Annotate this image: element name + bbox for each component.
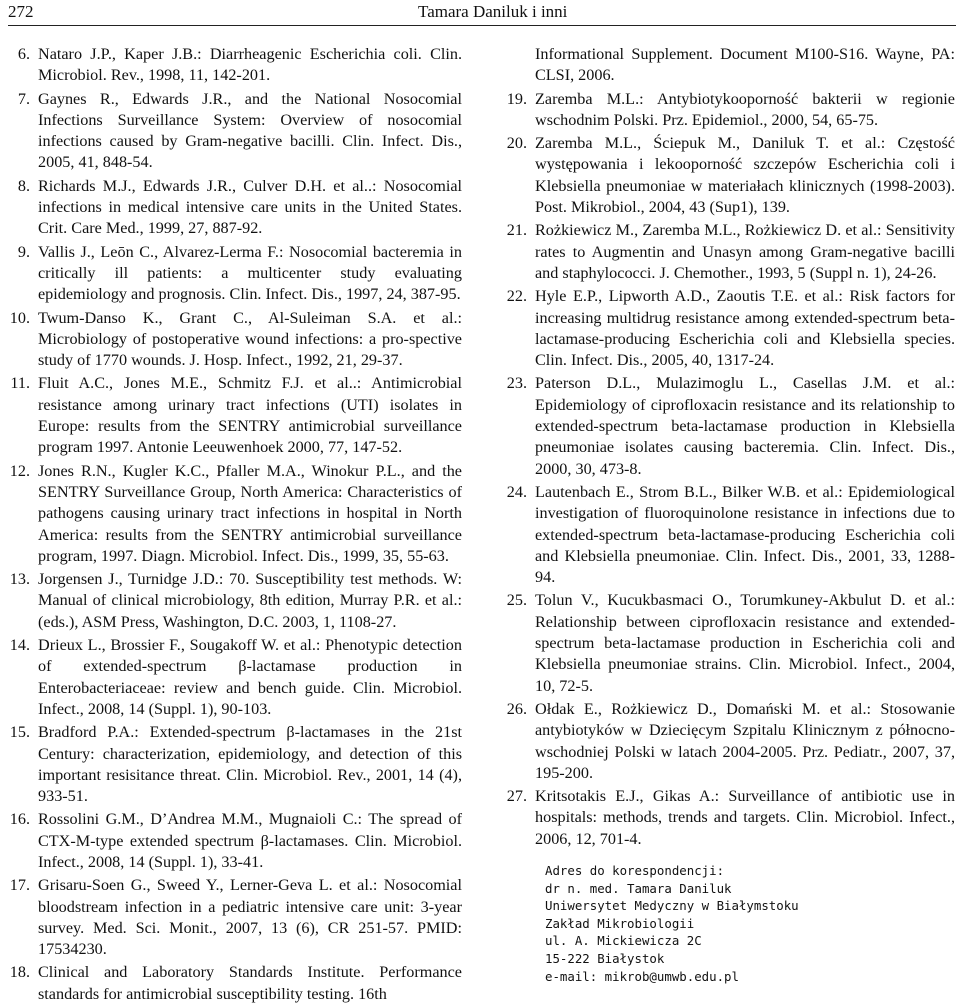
reference-text: Ołdak E., Rożkiewicz D., Domański M. et al.: Stosowanie antybiotyków w Dziecięcym Szpitalu Klinicznym z północno-wschodniej Polski w latach 2004-2005. Prz. Pediatr., 2007, 37, 195-200. — [535, 699, 955, 782]
reference-item — [505, 133, 955, 218]
reference-text: Richards M.J., Edwards J.R., Culver D.H. et al..: Nosocomial infections in medical intensive care units in the United States. Crit. Care Med., 1999, 27, 887-92. — [38, 176, 462, 238]
correspondence-line: Uniwersytet Medyczny w Białymstoku — [545, 898, 799, 914]
reference-item — [8, 962, 462, 1005]
reference-text: Hyle E.P., Lipworth A.D., Zaoutis T.E. et al.: Risk factors for increasing multidrug resistance among extended-spectrum beta-lactamase-producing Escherichia coli and Klebsiella species. Clin. Infect. Dis., 2005, 40, 1317-24. — [535, 287, 955, 370]
reference-number: 17. — [9, 876, 30, 895]
reference-text: Rożkiewicz M., Zaremba M.L., Rożkiewicz D. et al.: Sensitivity rates to Augmentin and Unasyn among Gram-negative bacilli and staphylococci. J. Chemother., 1993, 5 (Suppl n. 1), 24-26. — [535, 221, 955, 282]
reference-text: Rossolini G.M., D’Andrea M.M., Mugnaioli C.: The spread of CTX-M-type extended spectrum β-lactamases. Clin. Microbiol. Infect., 2008, 14 (Suppl. 1), 33-41. — [38, 810, 462, 871]
reference-number: 15. — [9, 723, 30, 742]
reference-number: 27. — [506, 787, 527, 806]
reference-item — [8, 308, 462, 372]
reference-item — [505, 482, 955, 588]
reference-number: 25. — [506, 591, 527, 610]
reference-number: 22. — [506, 287, 527, 306]
reference-text: Grisaru-Soen G., Sweed Y., Lerner-Geva L. et al.: Nosocomial bloodstream infection in a pediatric intensive care unit: 3-year survey. Med. Sci. Monit., 2007, 13 (6), CR 251-57. PMID: 17534230. — [38, 876, 462, 959]
reference-number: 21. — [506, 221, 527, 240]
reference-number: 7. — [17, 89, 30, 108]
correspondence-email: e-mail: mikrob@umwb.edu.pl — [545, 968, 739, 984]
correspondence-address — [545, 862, 845, 985]
reference-item — [505, 699, 955, 784]
reference-number: 11. — [10, 374, 30, 393]
reference-item — [505, 590, 955, 696]
reference-number: 13. — [9, 570, 30, 589]
reference-item — [8, 176, 462, 240]
page-header — [8, 0, 960, 26]
reference-item — [8, 569, 462, 633]
reference-text: Zaremba M.L., Ściepuk M., Daniluk T. et al.: Częstość występowania i lekooporność szczepów Escherichia coli i Klebsiella pneumoniae w materiałach klinicznych (1998-2003). Post. Mikrobiol., 2004, 43 (Sup1), 139. — [535, 134, 955, 217]
reference-number: 12. — [9, 461, 30, 480]
correspondence-line: dr n. med. Tamara Daniluk — [545, 880, 732, 896]
reference-item — [8, 461, 462, 567]
reference-text: Jones R.N., Kugler K.C., Pfaller M.A., Winokur P.L., and the SENTRY Surveillance Group, North America: Characteristics of pathogens causing urinary tract infections in hospital in North America: results from the SENTRY antimicrobial surveillance program, 1997. Diagn. Microbiol. Infect. Dis., 1999, 35, 55-63. — [38, 461, 462, 565]
reference-item — [8, 809, 462, 873]
correspondence-line: Zakład Mikrobiologii — [545, 915, 695, 931]
reference-number: 26. — [506, 699, 527, 718]
reference-item — [8, 722, 462, 807]
reference-number: 19. — [506, 89, 527, 108]
reference-text: Lautenbach E., Strom B.L., Bilker W.B. et al.: Epidemiological investigation of fluoroquinolone resistance in infections due to extended-spectrum beta-lactamase-producing Escherichia coli and Klebsiella pneumoniae. Clin. Infect. Dis., 2001, 33, 1288-94. — [535, 482, 955, 587]
reference-item — [8, 875, 462, 960]
reference-number: 24. — [506, 482, 527, 501]
correspondence-heading: Adres do korespondencji: — [545, 863, 725, 878]
correspondence-line: 15-222 Białystok — [545, 950, 665, 966]
correspondence-line: ul. A. Mickiewicza 2C — [545, 933, 702, 949]
reference-number: 16. — [9, 810, 30, 829]
reference-text: Zaremba M.L.: Antybiotykooporność bakterii w regionie wschodnim Polski. Prz. Epidemiol., 2000, 54, 65-75. — [535, 89, 955, 129]
reference-text: Nataro J.P., Kaper J.B.: Diarrheagenic Escherichia coli. Clin. Microbiol. Rev., 1998, 11, 142-201. — [38, 45, 462, 85]
reference-text: Paterson D.L., Mulazimoglu L., Casellas J.M. et al.: Epidemiology of ciprofloxacin resistance and its relationship to extended-spectrum beta-lactamase production in Klebsiella pneumoniae isolates causing bacteremia. Clin. Infect. Dis., 2000, 30, 473-8. — [535, 374, 955, 478]
reference-number: 8. — [17, 176, 30, 195]
reference-text: Informational Supplement. Document M100-S16. Wayne, PA: CLSI, 2006. — [535, 45, 955, 85]
reference-number: 23. — [506, 374, 527, 393]
reference-text: Tolun V., Kucukbasmaci O., Torumkuney-Akbulut D. et al.: Relationship between ciprofloxacin resistance and extended-spectrum beta-lactamase production in Escherichia coli and Klebsiella pneumoniae strains. Clin. Microbiol. Infect., 2004, 10, 72-5. — [535, 591, 955, 695]
reference-item — [8, 373, 462, 458]
running-head: Tamara Daniluk i inni — [418, 2, 568, 21]
reference-number: 10. — [9, 308, 30, 327]
reference-text: Drieux L., Brossier F., Sougakoff W. et al.: Phenotypic detection of extended-spectrum β-lactamase production in Enterobacteriaceae: review and bench guide. Clin. Microbiol. Infect., 2008, 14 (Suppl. 1), 90-103. — [38, 636, 462, 718]
reference-item — [8, 635, 462, 720]
reference-item — [505, 286, 955, 371]
reference-item — [505, 220, 955, 284]
reference-item — [8, 89, 462, 174]
reference-item — [8, 44, 462, 87]
reference-text: Clinical and Laboratory Standards Institute. Performance standards for antimicrobial susceptibility testing. 16th — [38, 963, 462, 1003]
reference-text: Twum-Danso K., Grant C., Al-Suleiman S.A. et al.: Microbiology of postoperative wound infections: a pro-spective study of 1770 wounds. J. Hosp. Infect., 1992, 21, 29-37. — [38, 308, 462, 370]
reference-continuation — [505, 44, 955, 87]
reference-text: Bradford P.A.: Extended-spectrum β-lactamases in the 21st Century: characterization, epidemiology, and detection of this important resisitance threat. Clin. Microbiol. Rev., 2001, 14 (4), 933-51. — [38, 723, 462, 806]
reference-number: 6. — [17, 45, 30, 63]
reference-item — [505, 786, 955, 850]
reference-number: 20. — [506, 134, 527, 153]
page-number: 272 — [8, 2, 34, 21]
reference-text: Kritsotakis E.J., Gikas A.: Surveillance of antibiotic use in hospitals: methods, trends and targets. Clin. Microbiol. Infect., 2006, 12, 701-4. — [535, 787, 955, 848]
header-rule — [8, 25, 956, 26]
reference-text: Jorgensen J., Turnidge J.D.: 70. Susceptibility test methods. W: Manual of clinical microbiology, 8th edition, Murray P.R. et al.: (eds.), ASM Press, Washington, D.C. 2003, 1, 1108-27. — [38, 570, 462, 631]
references-left-column — [8, 44, 462, 1007]
reference-item — [8, 242, 462, 306]
reference-item — [505, 89, 955, 132]
reference-item — [505, 373, 955, 479]
reference-text: Gaynes R., Edwards J.R., and the National Nosocomial Infections Surveillance System: Overview of nosocomial infections caused by Gram-negative bacilli. Clin. Infect. Dis., 2005, 41, 848-54. — [38, 89, 462, 172]
reference-number: 18. — [9, 963, 30, 982]
reference-number: 9. — [17, 242, 30, 261]
reference-number: 14. — [9, 636, 30, 655]
reference-text: Vallis J., Leōn C., Alvarez-Lerma F.: Nosocomial bacteremia in critically ill patients: a multicenter study evaluating epidemiology and prognosis. Clin. Infect. Dis., 1997, 24, 387-95. — [38, 242, 462, 304]
references-right-column — [505, 44, 955, 852]
reference-text: Fluit A.C., Jones M.E., Schmitz F.J. et al..: Antimicrobial resistance among urinary tract infections (UTI) isolates in Europe: results from the SENTRY antimicrobial surveillance program 1997. Antonie Leeuwenhoek 2000, 77, 147-52. — [38, 374, 462, 457]
